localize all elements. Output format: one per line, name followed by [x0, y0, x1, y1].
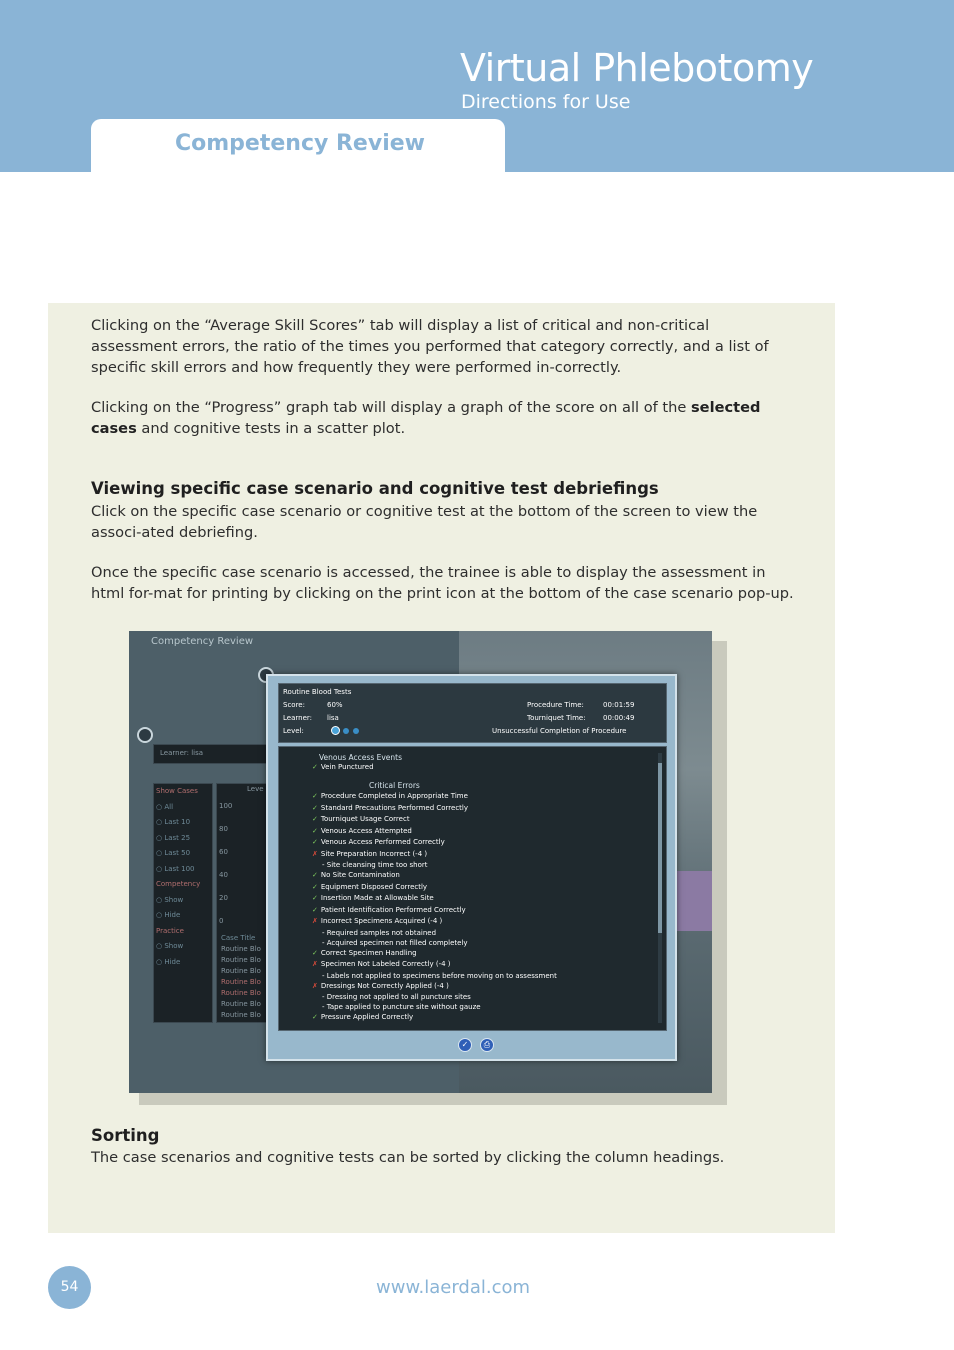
check-icon: ✓: [312, 803, 318, 812]
case-title-header[interactable]: Case Title: [221, 934, 256, 942]
paragraph-progress-bold: selected cases: [91, 399, 761, 437]
learner-bar: [153, 744, 268, 764]
print-icon[interactable]: ⎙: [480, 1038, 494, 1052]
event-text: Dressings Not Correctly Applied (-4 ): [320, 981, 449, 990]
event-text: No Site Contamination: [320, 871, 400, 879]
chart-tick-label: 40: [219, 871, 228, 879]
sidebar-filter-item[interactable]: ○ Hide: [156, 957, 181, 966]
sidebar-filter-item[interactable]: ○ Last 10: [156, 818, 191, 826]
event-detail: [322, 993, 667, 1002]
event-row: [312, 815, 667, 824]
score-chart-panel: [216, 783, 268, 1023]
content-panel: [48, 303, 835, 1233]
event-detail: [322, 972, 667, 981]
result-text: Unsuccessful Completion of Procedure: [492, 727, 627, 735]
case-row[interactable]: Routine Blo: [221, 945, 261, 953]
score-label: Score:: [283, 701, 305, 709]
check-icon: ✓: [312, 948, 318, 957]
confirm-icon[interactable]: ✓: [458, 1038, 472, 1052]
header-band: [0, 0, 954, 172]
procedure-time-label: Procedure Time:: [527, 701, 584, 709]
score-value: 60%: [327, 701, 343, 709]
tourniquet-time-value: 00:00:49: [603, 714, 635, 722]
paragraph-print: Once the specific case scenario is accessed, the trainee is able to display the assessment in html for-mat for printing by clicking on the print icon at the bottom of the case scenario pop-up.: [91, 564, 794, 602]
learner-value: lisa: [327, 714, 339, 722]
event-row: [312, 1013, 667, 1022]
event-text: Procedure Completed in Appropriate Time: [320, 792, 468, 800]
check-icon: ✓: [312, 871, 318, 879]
paragraph-sorting: The case scenarios and cognitive tests can be sorted by clicking the column headings.: [91, 1149, 725, 1166]
level-icon: [331, 726, 340, 735]
event-row: [312, 906, 667, 915]
paragraph-progress-text: Clicking on the “Progress” graph tab will display a graph of the score on all of the: [91, 399, 691, 416]
learner-label: Learner: lisa: [160, 749, 204, 757]
paragraph-progress-text-end: and cognitive tests in a scatter plot.: [136, 420, 406, 437]
filter-sidebar: [153, 783, 213, 1023]
event-text: Tourniquet Usage Correct: [320, 815, 410, 823]
event-text: Patient Identification Performed Correctly: [320, 905, 466, 914]
event-text: Correct Specimen Handling: [320, 948, 417, 957]
heading-sorting: Sorting: [91, 1126, 160, 1145]
case-row[interactable]: Routine Blo: [221, 978, 261, 986]
check-icon: ✓: [312, 894, 318, 902]
chart-tick-label: 100: [219, 802, 233, 810]
venous-header: Venous Access Events: [319, 753, 403, 762]
chart-tick-label: 80: [219, 825, 228, 833]
event-text: Pressure Applied Correctly: [320, 1013, 414, 1021]
level-label: Level:: [283, 727, 304, 735]
event-row: [312, 792, 667, 801]
case-row[interactable]: Routine Blo: [221, 1011, 261, 1019]
check-icon: ✓: [312, 882, 318, 891]
event-text: Specimen Not Labeled Correctly (-4 ): [320, 960, 451, 968]
sidebar-filter-item[interactable]: ○ Last 25: [156, 833, 191, 842]
event-text: Standard Precautions Performed Correctly: [320, 803, 469, 812]
event-text: Equipment Disposed Correctly: [320, 882, 428, 891]
paragraph-progress-graph: [91, 397, 799, 439]
event-row: [312, 883, 667, 892]
error-icon: ✗: [312, 960, 318, 968]
events-list: [278, 746, 667, 1031]
check-icon: ✓: [312, 1013, 318, 1021]
sidebar-filter-item[interactable]: ○ Last 50: [156, 849, 191, 857]
event-text: - Labels not applied to specimens before moving on to assessment: [322, 971, 557, 980]
event-detail: [322, 861, 667, 870]
sidebar-filter-item[interactable]: ○ Show: [156, 942, 184, 950]
event-text: - Dressing not applied to all puncture sites: [322, 993, 471, 1001]
section-tab-label: Competency Review: [175, 131, 425, 156]
event-row: [312, 763, 667, 772]
dialog-header: [278, 683, 667, 743]
page-number: 54: [48, 1266, 91, 1309]
case-debriefing-dialog: [266, 674, 677, 1061]
check-icon: ✓: [312, 792, 318, 800]
footer-url[interactable]: www.laerdal.com: [376, 1277, 531, 1298]
error-icon: ✗: [312, 849, 318, 858]
screenshot-window-title: Competency Review: [151, 636, 254, 647]
level-header: Leve: [247, 785, 264, 793]
level-icon: [353, 728, 359, 734]
event-row: [312, 804, 667, 813]
event-row: [312, 982, 667, 991]
event-detail: [322, 929, 667, 938]
sidebar-filter-item[interactable]: ○ Last 100: [156, 864, 195, 873]
event-text: - Tape applied to puncture site without gauze: [322, 1003, 481, 1011]
heading-debriefings: Viewing specific case scenario and cognitive test debriefings: [91, 479, 659, 498]
event-text: Incorrect Specimens Acquired (-4 ): [320, 917, 443, 925]
procedure-time-value: 00:01:59: [603, 701, 635, 709]
event-detail: [322, 939, 667, 948]
case-row[interactable]: Routine Blo: [221, 956, 261, 964]
event-text: - Acquired specimen not filled completely: [322, 938, 468, 947]
event-text: Site Preparation Incorrect (-4 ): [320, 849, 428, 858]
document-subtitle: Directions for Use: [461, 91, 631, 113]
learner-label-dialog: Learner:: [283, 714, 312, 722]
sidebar-filter-item[interactable]: ○ All: [156, 802, 174, 811]
check-icon: ✓: [312, 763, 318, 771]
check-icon: ✓: [312, 905, 318, 914]
event-row: [312, 871, 667, 880]
chart-tick-label: 0: [219, 917, 224, 925]
event-text: Vein Punctured: [320, 763, 374, 771]
paragraph-debriefing-click: Click on the specific case scenario or cognitive test at the bottom of the screen to view the associ-ated debriefing.: [91, 503, 758, 541]
event-text: - Site cleansing time too short: [322, 861, 428, 869]
event-row: [312, 894, 667, 903]
sidebar-filter-item[interactable]: Show Cases: [156, 787, 198, 795]
case-row[interactable]: Routine Blo: [221, 1000, 261, 1008]
case-name: Routine Blood Tests: [283, 688, 352, 696]
chart-tick-label: 60: [219, 848, 228, 856]
critical-header: Critical Errors: [369, 781, 420, 790]
check-icon: ✓: [312, 826, 318, 835]
event-text: Venous Access Performed Correctly: [320, 838, 445, 846]
case-row[interactable]: Routine Blo: [221, 967, 261, 975]
event-row: [312, 827, 667, 836]
paragraph-average-skill-scores: Clicking on the “Average Skill Scores” tab will display a list of critical and non-critical assessment errors, the ratio of the times you performed that category correctly, and a list of specific skill errors and how frequently they were performed in-correctly.: [91, 317, 769, 376]
event-row: [312, 838, 667, 847]
sidebar-filter-item[interactable]: Competency: [156, 880, 201, 888]
event-detail: [322, 1003, 667, 1012]
check-icon: ✓: [312, 838, 318, 846]
sidebar-filter-item[interactable]: ○ Hide: [156, 911, 181, 919]
tourniquet-time-label: Tourniquet Time:: [527, 714, 586, 722]
level-icon: [343, 728, 349, 734]
error-icon: ✗: [312, 981, 318, 990]
sidebar-filter-item[interactable]: ○ Show: [156, 895, 184, 904]
check-icon: ✓: [312, 815, 318, 823]
case-row[interactable]: Routine Blo: [221, 989, 261, 997]
collapse-icon[interactable]: [137, 727, 153, 743]
event-row: [312, 917, 667, 926]
event-row: [312, 960, 667, 969]
document-title: Virtual Phlebotomy: [460, 46, 814, 90]
sidebar-filter-item[interactable]: Practice: [156, 926, 184, 935]
chart-tick-label: 20: [219, 894, 228, 902]
event-text: - Required samples not obtained: [322, 928, 437, 937]
error-icon: ✗: [312, 917, 318, 925]
event-text: Venous Access Attempted: [320, 826, 412, 835]
event-row: [312, 949, 667, 958]
section-tab: [91, 119, 505, 172]
event-row: [312, 850, 667, 859]
event-text: Insertion Made at Allowable Site: [320, 894, 434, 902]
software-screenshot: [129, 631, 712, 1093]
